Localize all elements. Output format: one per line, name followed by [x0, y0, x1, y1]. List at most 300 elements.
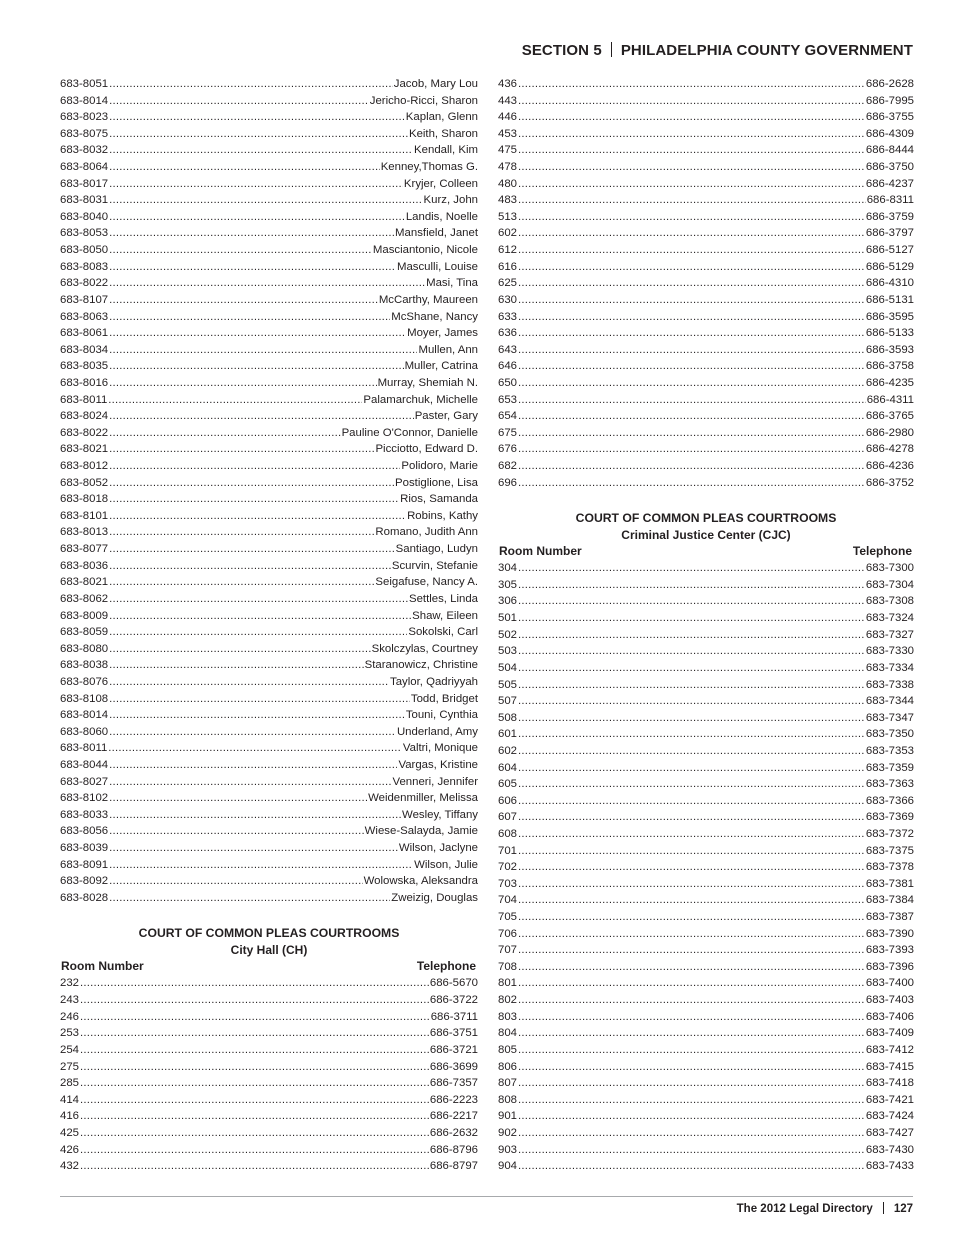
- courtroom-entry: [498, 1108, 914, 1125]
- courtroom-entry: [498, 1125, 914, 1142]
- courtroom-entry-left: 902: [498, 1126, 518, 1139]
- courtroom-entry: [498, 593, 914, 610]
- section-label: SECTION 5: [521, 42, 602, 59]
- dot-leader: [80, 1075, 429, 1092]
- city-hall-section: [60, 924, 478, 1174]
- courtroom-entry-right: 686-5127: [865, 244, 914, 257]
- staff-entry-right: Mullen, Ann: [418, 343, 478, 356]
- staff-entry: [60, 176, 478, 193]
- courtroom-entry-left: 232: [60, 977, 80, 990]
- dot-leader: [518, 826, 865, 843]
- courtroom-entry: [498, 643, 914, 660]
- staff-entry: [60, 558, 478, 575]
- dot-leader: [518, 325, 865, 342]
- dot-leader: [109, 624, 407, 641]
- staff-entry-right: Skolczylas, Courtney: [371, 642, 478, 655]
- telephone-header: Telephone: [852, 544, 912, 559]
- staff-entry: [60, 441, 478, 458]
- courtroom-entry-left: 802: [498, 994, 518, 1007]
- dot-leader: [109, 757, 397, 774]
- courtroom-entry-left: 478: [498, 161, 518, 174]
- courtroom-entry-right: 683-7350: [865, 728, 914, 741]
- courtroom-entry-right: 686-5133: [865, 327, 914, 340]
- courtroom-entry-left: 243: [60, 994, 80, 1007]
- courtroom-entry-right: 683-7344: [865, 695, 914, 708]
- staff-entry: [60, 425, 478, 442]
- staff-entry-right: Muller, Catrina: [404, 360, 478, 373]
- staff-entry-right: Jericho-Ricci, Sharon: [369, 94, 478, 107]
- courtroom-entry-right: 686-4236: [865, 460, 914, 473]
- staff-entry-left: 683-8014: [60, 709, 109, 722]
- city-hall-rooms-continued: [498, 76, 914, 491]
- courtroom-entry-right: 686-8796: [429, 1143, 478, 1156]
- dot-leader: [109, 591, 408, 608]
- staff-entry-right: Postiglione, Lisa: [395, 476, 478, 489]
- courtroom-entry-left: 704: [498, 894, 518, 907]
- courtroom-entry-right: 686-4237: [865, 177, 914, 190]
- courtroom-entry: [498, 942, 914, 959]
- courtroom-entry-left: 426: [60, 1143, 80, 1156]
- courtroom-entry-right: 683-7409: [865, 1027, 914, 1040]
- courtroom-entry: [498, 126, 914, 143]
- staff-entry-right: Paster, Gary: [414, 410, 478, 423]
- courtroom-entry: [498, 76, 914, 93]
- dot-leader: [80, 992, 429, 1009]
- courtroom-entry-left: 504: [498, 661, 518, 674]
- courtroom-entry-left: 443: [498, 94, 518, 107]
- page-footer: [737, 1202, 913, 1215]
- courtroom-entry-left: 708: [498, 960, 518, 973]
- staff-entry: [60, 508, 478, 525]
- courtroom-entry-left: 608: [498, 827, 518, 840]
- staff-entry-left: 683-8031: [60, 194, 109, 207]
- courtroom-entry-right: 686-8797: [429, 1160, 478, 1173]
- courtroom-entry-right: 683-7396: [865, 960, 914, 973]
- courtroom-entry: [60, 1125, 478, 1142]
- staff-entry: [60, 76, 478, 93]
- staff-entry-right: Valtri, Monique: [402, 742, 478, 755]
- dot-leader: [80, 1042, 429, 1059]
- staff-entry: [60, 375, 478, 392]
- staff-entry-left: 683-8034: [60, 343, 109, 356]
- dot-leader: [518, 560, 865, 577]
- courtroom-entry: [498, 375, 914, 392]
- courtroom-entry-left: 453: [498, 127, 518, 140]
- courtroom-entry-right: 686-3752: [865, 476, 914, 489]
- courtroom-entry-right: 683-7400: [865, 977, 914, 990]
- courtroom-entry: [60, 992, 478, 1009]
- courtroom-entry: [498, 109, 914, 126]
- staff-entry: [60, 225, 478, 242]
- dot-leader: [518, 726, 865, 743]
- dot-leader: [518, 793, 865, 810]
- courtroom-entry-left: 607: [498, 811, 518, 824]
- footer-rule: [60, 1196, 913, 1197]
- dot-leader: [109, 641, 371, 658]
- dot-leader: [109, 275, 425, 292]
- courtroom-entry-left: 505: [498, 678, 518, 691]
- courtroom-entry: [498, 358, 914, 375]
- courtroom-entry-left: 507: [498, 695, 518, 708]
- courtroom-entry: [498, 242, 914, 259]
- courtroom-entry-left: 625: [498, 277, 518, 290]
- staff-entry: [60, 159, 478, 176]
- cjc-section: [498, 509, 914, 1175]
- staff-entry: [60, 275, 478, 292]
- staff-entry-right: Touni, Cynthia: [405, 709, 478, 722]
- cjc-title: COURT OF COMMON PLEAS COURTROOMS: [575, 511, 837, 526]
- courtroom-entry-right: 686-3711: [430, 1010, 478, 1023]
- dot-leader: [518, 142, 865, 159]
- staff-entry-left: 683-8016: [60, 376, 109, 389]
- staff-entry-right: Mansfield, Janet: [395, 227, 478, 240]
- courtroom-entry-right: 686-5129: [865, 260, 914, 273]
- staff-entry-left: 683-8107: [60, 293, 109, 306]
- courtroom-entry-left: 675: [498, 426, 518, 439]
- dot-leader: [518, 1059, 865, 1076]
- staff-entry-right: Scurvin, Stefanie: [391, 559, 478, 572]
- dot-leader: [109, 840, 398, 857]
- dot-leader: [109, 724, 396, 741]
- dot-leader: [518, 1158, 865, 1175]
- staff-entry: [60, 724, 478, 741]
- dot-leader: [518, 441, 865, 458]
- dot-leader: [518, 1108, 865, 1125]
- courtroom-entry-left: 653: [498, 393, 518, 406]
- staff-entry-right: Kendall, Kim: [414, 144, 478, 157]
- staff-entry-right: Settles, Linda: [408, 592, 478, 605]
- courtroom-entry: [498, 876, 914, 893]
- courtroom-entry-left: 285: [60, 1077, 80, 1090]
- courtroom-entry: [60, 975, 478, 992]
- courtroom-entry-left: 807: [498, 1077, 518, 1090]
- courtroom-entry-left: 601: [498, 728, 518, 741]
- courtroom-entry: [60, 1042, 478, 1059]
- city-hall-rooms: [60, 975, 478, 1174]
- courtroom-entry-right: 683-7378: [865, 861, 914, 874]
- staff-entry-left: 683-8080: [60, 642, 109, 655]
- staff-entry: [60, 591, 478, 608]
- staff-entry-left: 683-8063: [60, 310, 109, 323]
- courtroom-entry-right: 683-7421: [865, 1093, 914, 1106]
- courtroom-entry-right: 686-3699: [429, 1060, 478, 1073]
- courtroom-entry-right: 686-8311: [866, 194, 914, 207]
- staff-entry: [60, 740, 478, 757]
- dot-leader: [518, 693, 865, 710]
- staff-entry: [60, 790, 478, 807]
- courtroom-entry-right: 683-7424: [865, 1110, 914, 1123]
- courtroom-entry-left: 703: [498, 877, 518, 890]
- dot-leader: [109, 375, 376, 392]
- staff-entry-left: 683-8036: [60, 559, 109, 572]
- courtroom-entry: [498, 392, 914, 409]
- staff-entry-left: 683-8102: [60, 792, 109, 805]
- dot-leader: [109, 142, 413, 159]
- courtroom-entry-right: 686-3751: [429, 1027, 478, 1040]
- staff-entry: [60, 209, 478, 226]
- courtroom-entry-left: 654: [498, 410, 518, 423]
- dot-leader: [518, 126, 865, 143]
- courtroom-entry-right: 686-3797: [865, 227, 914, 240]
- staff-entry-left: 683-8091: [60, 858, 109, 871]
- courtroom-entry-left: 801: [498, 977, 518, 990]
- dot-leader: [109, 259, 396, 276]
- staff-entry-right: Seigafuse, Nancy A.: [375, 576, 478, 589]
- staff-entry-right: Staranowicz, Christine: [364, 659, 478, 672]
- courtroom-entry-left: 901: [498, 1110, 518, 1123]
- staff-entry: [60, 873, 478, 890]
- staff-entry-right: Underland, Amy: [396, 725, 478, 738]
- staff-entry-left: 683-8061: [60, 327, 109, 340]
- dot-leader: [109, 325, 406, 342]
- courtroom-entry-left: 806: [498, 1060, 518, 1073]
- courtroom-entry-left: 416: [60, 1110, 80, 1123]
- staff-entry-left: 683-8032: [60, 144, 109, 157]
- staff-entry: [60, 192, 478, 209]
- courtroom-entry-left: 605: [498, 778, 518, 791]
- dot-leader: [518, 192, 866, 209]
- courtroom-entry-left: 630: [498, 293, 518, 306]
- courtroom-entry-left: 275: [60, 1060, 80, 1073]
- staff-entry-left: 683-8009: [60, 609, 109, 622]
- dot-leader: [109, 558, 391, 575]
- courtroom-entry-left: 612: [498, 244, 518, 257]
- dot-leader: [518, 876, 865, 893]
- courtroom-entry: [498, 992, 914, 1009]
- page-header: [522, 42, 913, 59]
- courtroom-entry-right: 683-7363: [865, 778, 914, 791]
- staff-entry-left: 683-8027: [60, 775, 109, 788]
- staff-entry-left: 683-8052: [60, 476, 109, 489]
- courtroom-entry: [498, 892, 914, 909]
- dot-leader: [518, 610, 865, 627]
- courtroom-entry-left: 706: [498, 927, 518, 940]
- staff-entry-left: 683-8059: [60, 626, 109, 639]
- dot-leader: [109, 491, 399, 508]
- staff-entry-left: 683-8022: [60, 277, 109, 290]
- courtroom-entry-left: 305: [498, 578, 518, 591]
- courtroom-entry-right: 686-8444: [865, 144, 914, 157]
- courtroom-entry: [60, 1059, 478, 1076]
- courtroom-entry: [498, 660, 914, 677]
- city-hall-column-headers: [60, 958, 478, 975]
- courtroom-entry-left: 306: [498, 595, 518, 608]
- dot-leader: [80, 1092, 429, 1109]
- dot-leader: [518, 577, 865, 594]
- courtroom-entry-left: 253: [60, 1027, 80, 1040]
- courtroom-entry: [498, 710, 914, 727]
- dot-leader: [518, 1042, 865, 1059]
- staff-entry-right: Sokolski, Carl: [408, 626, 478, 639]
- courtroom-entry-right: 686-4278: [865, 443, 914, 456]
- courtroom-entry: [498, 342, 914, 359]
- courtroom-entry-left: 904: [498, 1160, 518, 1173]
- courtroom-entry: [498, 292, 914, 309]
- dot-leader: [518, 776, 865, 793]
- courtroom-entry-left: 503: [498, 645, 518, 658]
- dot-leader: [80, 1142, 429, 1159]
- staff-entry-right: Todd, Bridget: [410, 692, 478, 705]
- staff-entry-left: 683-8017: [60, 177, 109, 190]
- courtroom-entry-left: 701: [498, 844, 518, 857]
- courtroom-entry-left: 602: [498, 744, 518, 757]
- dot-leader: [109, 441, 374, 458]
- staff-entry-left: 683-8038: [60, 659, 109, 672]
- dot-leader: [80, 1059, 429, 1076]
- dot-leader: [518, 242, 865, 259]
- courtroom-entry: [60, 1075, 478, 1092]
- staff-entry-left: 683-8021: [60, 443, 109, 456]
- courtroom-entry-right: 683-7347: [865, 711, 914, 724]
- courtroom-entry-right: 683-7381: [865, 877, 914, 890]
- courtroom-entry-left: 805: [498, 1043, 518, 1056]
- courtroom-entry-right: 683-7406: [865, 1010, 914, 1023]
- dot-leader: [518, 1025, 865, 1042]
- staff-entry: [60, 392, 478, 409]
- right-column: [498, 76, 914, 1175]
- dot-leader: [518, 1075, 865, 1092]
- courtroom-entry: [498, 726, 914, 743]
- dot-leader: [518, 909, 865, 926]
- courtroom-entry: [498, 610, 914, 627]
- courtroom-entry: [498, 809, 914, 826]
- courtroom-entry-left: 682: [498, 460, 518, 473]
- courtroom-entry-left: 508: [498, 711, 518, 724]
- staff-entry-right: Kenney,Thomas G.: [380, 161, 478, 174]
- dot-leader: [109, 209, 405, 226]
- courtroom-entry: [498, 159, 914, 176]
- courtroom-entry-right: 686-2628: [865, 78, 914, 90]
- dot-leader: [518, 593, 865, 610]
- dot-leader: [109, 126, 408, 143]
- courtroom-entry-left: 502: [498, 628, 518, 641]
- dot-leader: [109, 242, 372, 259]
- staff-entry-right: Romano, Judith Ann: [375, 526, 478, 539]
- page-number: 127: [893, 1203, 913, 1215]
- courtroom-entry: [498, 1009, 914, 1026]
- staff-entry-right: Shaw, Eileen: [412, 609, 478, 622]
- dot-leader: [80, 1025, 429, 1042]
- staff-entry-left: 683-8011: [60, 742, 108, 755]
- room-number-header: Room Number: [61, 959, 144, 974]
- room-number-header: Room Number: [499, 544, 582, 559]
- courtroom-entry-left: 808: [498, 1093, 518, 1106]
- staff-entry-left: 683-8108: [60, 692, 109, 705]
- staff-entry-left: 683-8077: [60, 543, 109, 556]
- courtroom-entry-left: 705: [498, 911, 518, 924]
- dot-leader: [518, 843, 865, 860]
- courtroom-entry-right: 686-4309: [865, 127, 914, 140]
- courtroom-entry-right: 686-3758: [865, 360, 914, 373]
- courtroom-entry-right: 683-7327: [865, 628, 914, 641]
- courtroom-entry-left: 643: [498, 343, 518, 356]
- courtroom-entry-right: 683-7308: [865, 595, 914, 608]
- staff-entry: [60, 524, 478, 541]
- staff-entry: [60, 807, 478, 824]
- courtroom-entry-right: 686-5670: [429, 977, 478, 990]
- courtroom-entry-right: 683-7375: [865, 844, 914, 857]
- staff-entry-left: 683-8012: [60, 460, 109, 473]
- staff-entry-right: McCarthy, Maureen: [378, 293, 478, 306]
- dot-leader: [518, 743, 865, 760]
- staff-entry-right: Wilson, Julie: [414, 858, 478, 871]
- courtroom-entry-right: 683-7390: [865, 927, 914, 940]
- dot-leader: [108, 740, 402, 757]
- dot-leader: [518, 892, 865, 909]
- courtroom-entry: [498, 209, 914, 226]
- courtroom-entry-left: 903: [498, 1143, 518, 1156]
- dot-leader: [518, 1009, 865, 1026]
- staff-entry-right: Moyer, James: [407, 327, 478, 340]
- courtroom-entry-left: 602: [498, 227, 518, 240]
- dot-leader: [109, 358, 403, 375]
- staff-entry-right: Landis, Noelle: [405, 210, 478, 223]
- staff-entry-right: Taylor, Qadriyyah: [390, 675, 478, 688]
- dot-leader: [109, 109, 405, 126]
- section-spacer: [498, 491, 914, 509]
- staff-entry-right: Rios, Samanda: [400, 493, 478, 506]
- courtroom-entry: [498, 1158, 914, 1175]
- staff-entry-right: Palamarchuk, Michelle: [363, 393, 478, 406]
- dot-leader: [518, 710, 865, 727]
- courtroom-entry-right: 686-2980: [865, 426, 914, 439]
- staff-entry: [60, 757, 478, 774]
- courtroom-entry-left: 501: [498, 612, 518, 625]
- dot-leader: [518, 392, 866, 409]
- dot-leader: [518, 643, 865, 660]
- staff-entry: [60, 325, 478, 342]
- courtroom-entry-left: 633: [498, 310, 518, 323]
- courtroom-entry: [498, 743, 914, 760]
- staff-entry-left: 683-8064: [60, 161, 109, 174]
- staff-entry: [60, 674, 478, 691]
- courtroom-entry-left: 432: [60, 1160, 80, 1173]
- courtroom-entry: [498, 225, 914, 242]
- dot-leader: [109, 475, 394, 492]
- dot-leader: [518, 677, 865, 694]
- staff-entry-right: Jacob, Mary Lou: [393, 78, 478, 90]
- courtroom-entry: [498, 760, 914, 777]
- courtroom-entry: [498, 677, 914, 694]
- staff-entry: [60, 541, 478, 558]
- city-hall-subtitle: City Hall (CH): [230, 943, 308, 958]
- staff-entry-right: Keith, Sharon: [408, 127, 478, 140]
- courtroom-entry-right: 683-7433: [865, 1160, 914, 1173]
- courtroom-entry-left: 480: [498, 177, 518, 190]
- dot-leader: [109, 873, 362, 890]
- courtroom-entry-left: 646: [498, 360, 518, 373]
- dot-leader: [518, 627, 865, 644]
- dot-leader: [518, 275, 865, 292]
- left-column: [60, 76, 478, 1175]
- courtroom-entry: [498, 975, 914, 992]
- staff-entry: [60, 774, 478, 791]
- courtroom-entry: [498, 142, 914, 159]
- staff-entry: [60, 857, 478, 874]
- courtroom-entry: [498, 560, 914, 577]
- courtroom-entry-left: 436: [498, 78, 518, 90]
- courtroom-entry: [498, 1025, 914, 1042]
- cjc-rooms: [498, 560, 914, 1175]
- dot-leader: [518, 159, 865, 176]
- courtroom-entry-left: 804: [498, 1027, 518, 1040]
- staff-entry-left: 683-8060: [60, 725, 109, 738]
- staff-entry-left: 683-8018: [60, 493, 109, 506]
- section-spacer: [60, 906, 478, 924]
- courtroom-entry-right: 683-7366: [865, 794, 914, 807]
- courtroom-entry-right: 686-3759: [865, 210, 914, 223]
- courtroom-entry: [498, 843, 914, 860]
